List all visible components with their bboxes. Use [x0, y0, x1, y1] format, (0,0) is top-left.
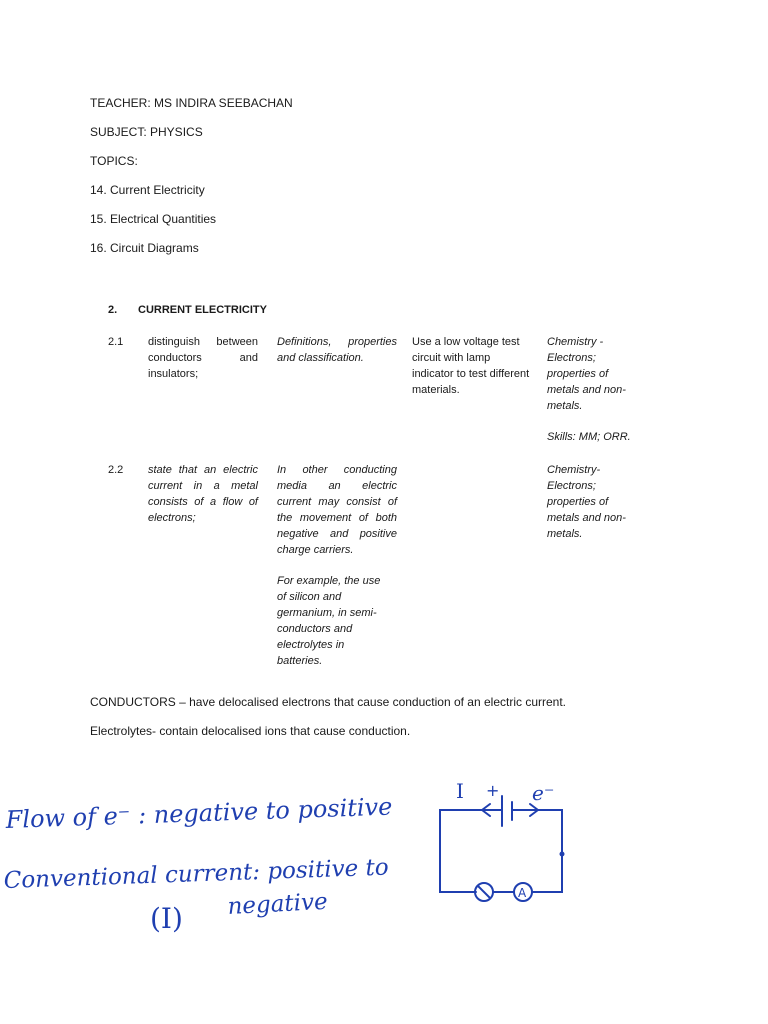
handwritten-line-2: Conventional current: positive to	[3, 854, 390, 894]
lamp-icon	[478, 886, 490, 898]
circuit-wire	[512, 810, 562, 892]
topic-item: 14. Current Electricity	[90, 183, 205, 197]
circuit-diagram	[420, 770, 590, 915]
handwritten-line-1: Flow of e⁻ : negative to positive	[5, 792, 393, 834]
section-heading	[108, 304, 267, 316]
electron-label: e⁻	[532, 781, 555, 805]
handwritten-notes	[0, 760, 400, 940]
objective-cell: state that an electric current in a metal consists of a flow of electrons;	[148, 464, 258, 524]
skills-cell: Skills: MM; ORR.	[547, 431, 631, 443]
conductors-note: CONDUCTORS – have delocalised electrons that cause conduction of an electric current.	[90, 695, 567, 709]
objective-cell: distinguish between conductors and insulators;	[148, 336, 258, 380]
junction-dot	[560, 852, 565, 857]
electrolytes-note: Electrolytes- contain delocalised ions that cause conduction.	[90, 724, 411, 738]
handwritten-line-3: negative	[226, 888, 329, 920]
section-title: CURRENT ELECTRICITY	[138, 304, 267, 316]
links-cell: Chemistry - Electrons; properties of metals and non-metals.	[547, 336, 626, 412]
notes-cell: In other conducting media an electric current may consist of the movement of both negative and positive charge carriers.	[277, 464, 397, 556]
current-label: I	[456, 779, 464, 803]
topic-item: 15. Electrical Quantities	[90, 212, 217, 226]
notes-example-cell: For example, the use of silicon and germanium, in semi-conductors and electrolytes in batteries.	[277, 575, 381, 667]
circuit-wire	[440, 810, 502, 892]
row-number: 2.1	[108, 336, 124, 348]
teacher-line: TEACHER: MS INDIRA SEEBACHAN	[90, 96, 293, 110]
topic-item: 16. Circuit Diagrams	[90, 241, 199, 255]
subject-line: SUBJECT: PHYSICS	[90, 125, 203, 139]
links-cell: Chemistry-Electrons; properties of metals and non-metals.	[547, 464, 626, 540]
ammeter-label: A	[518, 886, 527, 900]
row-number: 2.2	[108, 464, 124, 476]
notes-cell: Definitions, properties and classification.	[277, 336, 397, 364]
positive-terminal-label: +	[486, 781, 500, 800]
topics-label: TOPICS:	[90, 154, 138, 168]
current-symbol: (I)	[150, 902, 183, 935]
section-number: 2.	[108, 304, 118, 316]
activity-cell: Use a low voltage test circuit with lamp indicator to test different materials.	[412, 336, 530, 396]
